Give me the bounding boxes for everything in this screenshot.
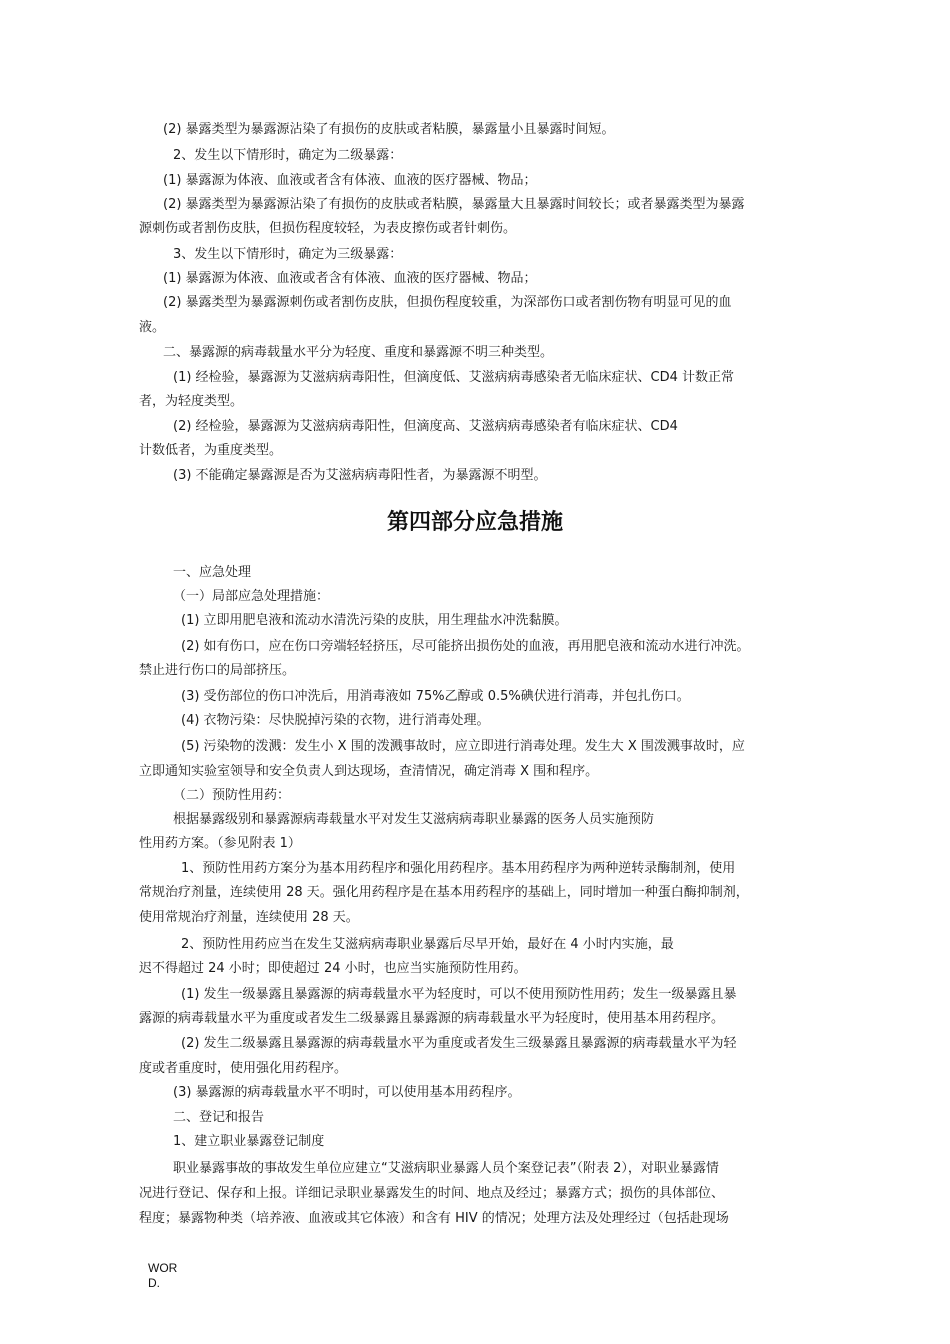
text-line: (2) 发生二级暴露且暴露源的病毒载量水平为重度或者发生三级暴露且暴露源的病毒载量水平为轻 (181, 1036, 737, 1051)
footer-line: D. (148, 1276, 160, 1290)
text-line: 职业暴露事故的事故发生单位应建立“艾滋病职业暴露人员个案登记表”（附表 2），对职业暴露情 (173, 1161, 719, 1176)
text-line: (2) 暴露类型为暴露源刺伤或者割伤皮肤，但损伤程度较重，为深部伤口或者割伤物有明显可见的血 (163, 295, 732, 310)
text-line: 3、发生以下情形时，确定为三级暴露： (173, 247, 403, 262)
text-line: 液。 (139, 320, 166, 335)
text-line: 常规治疗剂量，连续使用 28 天。强化用药程序是在基本用药程序的基础上，同时增加一种蛋白酶抑制剂， (139, 885, 749, 900)
text-line: (2) 如有伤口，应在伤口旁端轻轻挤压，尽可能挤出损伤处的血液，再用肥皂液和流动水进行冲洗。 (181, 639, 750, 654)
text-line: (1) 暴露源为体液、血液或者含有体液、血液的医疗器械、物品； (163, 173, 537, 188)
text-line: (5) 污染物的泼溅：发生小 X 围的泼溅事故时，应立即进行消毒处理。发生大 X 围泼溅事故时，应 (181, 739, 745, 754)
text-line: (3) 暴露源的病毒载量水平不明时，可以使用基本用药程序。 (173, 1085, 521, 1100)
text-line: （二）预防性用药： (173, 788, 291, 803)
text-line: (4) 衣物污染：尽快脱掉污染的衣物，进行消毒处理。 (181, 713, 490, 728)
text-line: 2、预防性用药应当在发生艾滋病病毒职业暴露后尽早开始，最好在 4 小时内实施，最 (181, 937, 674, 952)
text-line: (2) 暴露类型为暴露源沾染了有损伤的皮肤或者粘膜，暴露量小且暴露时间短。 (163, 122, 615, 137)
text-line: 立即通知实验室领导和安全负责人到达现场，查清情况，确定消毒 X 围和程序。 (139, 764, 599, 779)
section-title: 第四部分应急措施 (386, 510, 563, 535)
text-line: 2、发生以下情形时，确定为二级暴露： (173, 148, 403, 163)
text-line: (3) 不能确定暴露源是否为艾滋病病毒阳性者，为暴露源不明型。 (173, 468, 547, 483)
text-line: 二、暴露源的病毒载量水平分为轻度、重度和暴露源不明三种类型。 (163, 345, 554, 360)
text-line: 计数低者，为重度类型。 (139, 443, 283, 458)
text-line: 程度；暴露物种类（培养液、血液或其它体液）和含有 HIV 的情况；处理方法及处理经过（包括赴现场 (139, 1211, 729, 1226)
text-line: 露源的病毒载量水平为重度或者发生二级暴露且暴露源的病毒载量水平为轻度时，使用基本用药程序。 (139, 1011, 725, 1026)
text-line: （一）局部应急处理措施： (173, 589, 330, 604)
text-line: 禁止进行伤口的局部挤压。 (139, 663, 296, 678)
text-line: (2) 经检验，暴露源为艾滋病病毒阳性，但滴度高、艾滋病病毒感染者有临床症状、CD4 (173, 419, 678, 434)
text-line: 二、登记和报告 (173, 1110, 265, 1125)
text-line: 性用药方案。（参见附表 1） (139, 836, 301, 851)
text-line: 迟不得超过 24 小时；即使超过 24 小时，也应当实施预防性用药。 (139, 961, 527, 976)
text-line: 使用常规治疗剂量，连续使用 28 天。 (139, 910, 359, 925)
text-line: (2) 暴露类型为暴露源沾染了有损伤的皮肤或者粘膜，暴露量大且暴露时间较长；或者暴露类型为暴露 (163, 197, 745, 212)
text-line: 一、应急处理 (173, 565, 252, 580)
page-footer (148, 1261, 177, 1291)
text-line: 度或者重度时，使用强化用药程序。 (139, 1061, 348, 1076)
text-line: 者，为轻度类型。 (139, 394, 244, 409)
text-line: (3) 受伤部位的伤口冲洗后，用消毒液如 75%乙醇或 0.5%碘伏进行消毒，并包扎伤口。 (181, 689, 690, 704)
text-line: (1) 立即用肥皂液和流动水清洗污染的皮肤，用生理盐水冲洗黏膜。 (181, 613, 568, 628)
text-line: (1) 发生一级暴露且暴露源的病毒载量水平为轻度时，可以不使用预防性用药；发生一级暴露且暴 (181, 987, 737, 1002)
text-line: 1、建立职业暴露登记制度 (173, 1134, 325, 1149)
footer-line: WOR (148, 1261, 178, 1275)
text-line: 根据暴露级别和暴露源病毒载量水平对发生艾滋病病毒职业暴露的医务人员实施预防 (173, 812, 655, 827)
text-line: 1、预防性用药方案分为基本用药程序和强化用药程序。基本用药程序为两种逆转录酶制剂，使用 (181, 861, 736, 876)
text-line: (1) 经检验，暴露源为艾滋病病毒阳性，但滴度低、艾滋病病毒感染者无临床症状、CD4 计数正常 (173, 370, 735, 385)
text-line: (1) 暴露源为体液、血液或者含有体液、血液的医疗器械、物品； (163, 271, 537, 286)
text-line: 源刺伤或者割伤皮肤，但损伤程度较轻，为表皮擦伤或者针刺伤。 (139, 221, 517, 236)
text-line: 况进行登记、保存和上报。详细记录职业暴露发生的时间、地点及经过；暴露方式；损伤的具体部位、 (139, 1186, 725, 1201)
